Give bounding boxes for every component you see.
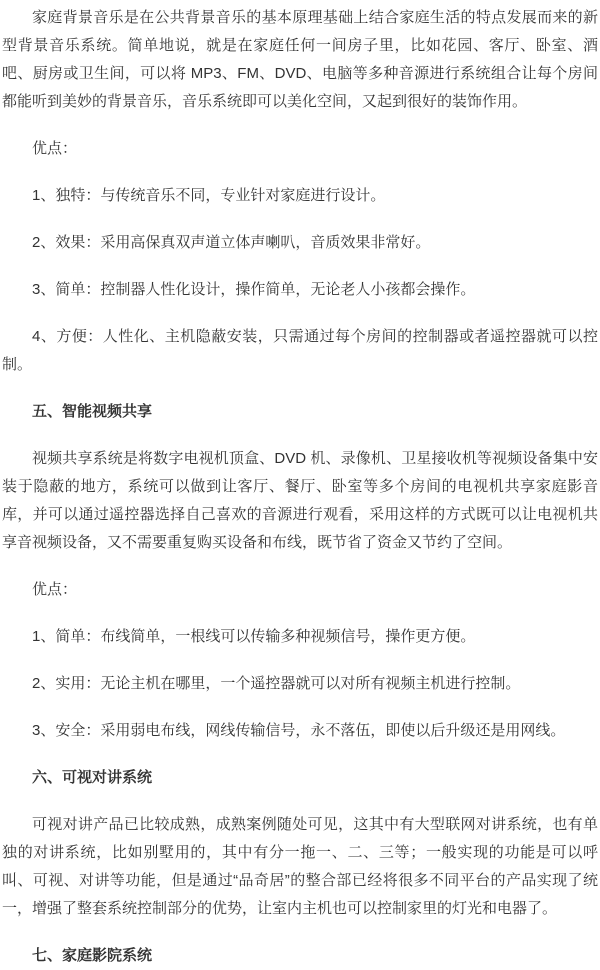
advantage-item: 1、独特：与传统音乐不同，专业针对家庭进行设计。	[32, 187, 386, 204]
advantage-item: 3、简单：控制器人性化设计，操作简单，无论老人小孩都会操作。	[32, 281, 476, 298]
advantage-item: 2、效果：采用高保真双声道立体声喇叭，音质效果非常好。	[32, 234, 431, 251]
section-heading-video-sharing: 五、智能视频共享	[32, 403, 153, 420]
paragraph-video-sharing: 视频共享系统是将数字电视机顶盒、DVD 机、录像机、卫星接收机等视频设备集中安装于隐蔽的地方，系统可以做到让客厅、餐厅、卧室等多个房间的电视机共享家庭影音库，并可以通过遥控器选择自己喜欢的音源进行观看，采用这样的方式既可以让电视机共享音视频设备，又不需要重复购买设备和布线，既节省了资金又节约了空间。	[2, 450, 598, 551]
advantages-label: 优点：	[32, 140, 78, 157]
paragraph-video-intercom: 可视对讲产品已比较成熟，成熟案例随处可见，这其中有大型联网对讲系统，也有单独的对讲系统，比如别墅用的，其中有分一拖一、二、三等；一般实现的功能是可以呼叫、可视、对讲等功能，但是通过“品奇居”的整合部已经将很多不同平台的产品实现了统一，增强了整套系统控制部分的优势，让室内主机也可以控制家里的灯光和电器了。	[2, 816, 598, 917]
intro-paragraph-background-music: 家庭背景音乐是在公共背景音乐的基本原理基础上结合家庭生活的特点发展而来的新型背景音乐系统。简单地说，就是在家庭任何一间房子里，比如花园、客厅、卧室、酒吧、厨房或卫生间，可以将 MP3、FM、DVD、电脑等多种音源进行系统组合让每个房间都能听到美妙的背景音乐，音乐系统即可以美化空间，又起到很好的装饰作用。	[2, 9, 598, 110]
advantage-item: 1、简单：布线简单，一根线可以传输多种视频信号，操作更方便。	[32, 628, 476, 645]
advantage-item: 2、实用：无论主机在哪里，一个遥控器就可以对所有视频主机进行控制。	[32, 675, 521, 692]
advantage-item: 3、安全：采用弱电布线，网线传输信号，永不落伍，即使以后升级还是用网线。	[32, 722, 566, 739]
section-heading-home-theater: 七、家庭影院系统	[32, 947, 153, 964]
advantage-item: 4、方便：人性化、主机隐蔽安装，只需通过每个房间的控制器或者遥控器就可以控制。	[2, 328, 598, 373]
advantages-label: 优点：	[32, 581, 78, 598]
section-heading-video-intercom: 六、可视对讲系统	[32, 769, 153, 786]
